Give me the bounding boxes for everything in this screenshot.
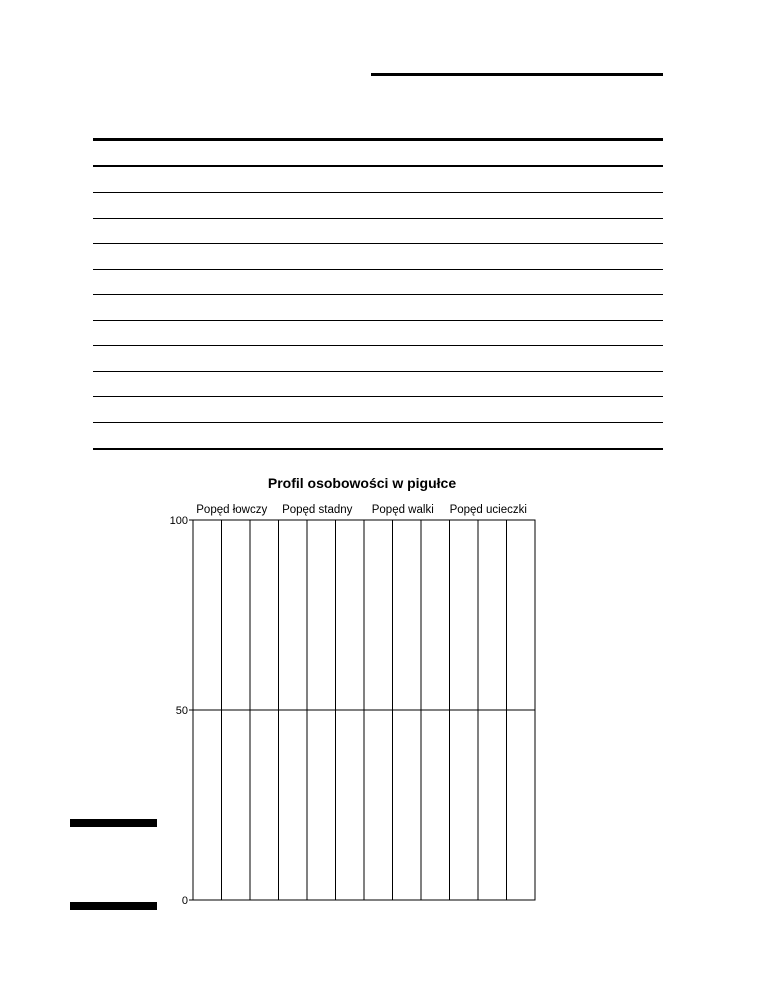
category-label: Popęd walki bbox=[371, 504, 434, 516]
category-label: Popęd stadny bbox=[282, 504, 353, 516]
table-row-line bbox=[93, 396, 663, 397]
chart-grid bbox=[193, 520, 535, 900]
category-label: Popęd łowczy bbox=[196, 504, 268, 516]
table-row-line bbox=[93, 320, 663, 321]
chart-svg bbox=[160, 470, 560, 920]
y-tick-label: 0 bbox=[181, 895, 188, 907]
personality-profile-chart bbox=[160, 470, 560, 920]
table-top-border bbox=[93, 138, 663, 141]
table-header-line bbox=[93, 165, 663, 167]
margin-tab-marker bbox=[70, 902, 157, 910]
blank-form-table bbox=[93, 138, 663, 450]
y-tick-label: 50 bbox=[175, 705, 188, 717]
table-row-line bbox=[93, 243, 663, 244]
category-labels bbox=[196, 504, 527, 516]
table-bottom-border bbox=[93, 448, 663, 450]
header-rule bbox=[371, 73, 663, 76]
chart-title: Profil osobowości w pigułce bbox=[267, 475, 457, 491]
y-axis-ticks bbox=[170, 515, 193, 907]
table-row-line bbox=[93, 422, 663, 423]
table-row-line bbox=[93, 371, 663, 372]
table-row-line bbox=[93, 294, 663, 295]
margin-tab-marker bbox=[70, 819, 157, 827]
table-row-line bbox=[93, 269, 663, 270]
table-row-line bbox=[93, 345, 663, 346]
table-row-line bbox=[93, 192, 663, 193]
y-tick-label: 100 bbox=[169, 515, 188, 527]
category-label: Popęd ucieczki bbox=[449, 504, 527, 516]
table-row-line bbox=[93, 218, 663, 219]
